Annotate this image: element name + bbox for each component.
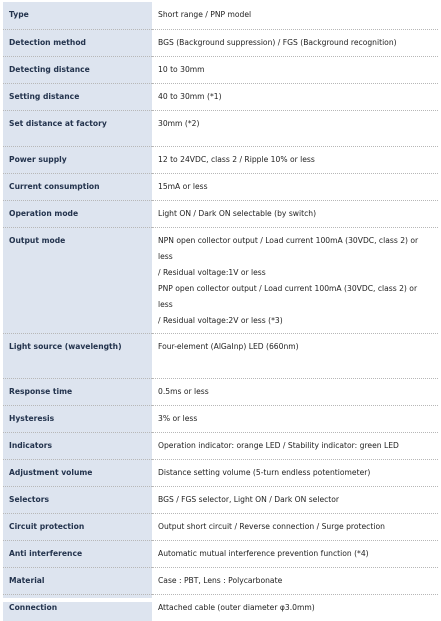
spec-value-line: Operation indicator: orange LED / Stability indicator: green LED (158, 440, 399, 450)
spec-value-line: Case : PBT, Lens : Polycarbonate (158, 575, 283, 585)
spec-value (152, 227, 438, 333)
spec-label: Detection method (3, 29, 152, 56)
spec-label: Anti interference (3, 540, 152, 567)
spec-label: Indicators (3, 432, 152, 459)
spec-value-line: Automatic mutual interference prevention function (*4) (158, 548, 369, 558)
spec-label: Setting distance (3, 83, 152, 110)
spec-label: Connection (3, 594, 152, 621)
spec-value (152, 567, 438, 594)
spec-value-line: 10 to 30mm (158, 64, 205, 74)
spec-value (152, 486, 438, 513)
spec-value-line: / Residual voltage:2V or less (*3) (158, 315, 283, 325)
spec-label: Set distance at factory (3, 110, 152, 146)
table-row (3, 200, 438, 227)
spec-value-line: 30mm (*2) (158, 118, 200, 128)
table-row (3, 227, 438, 333)
spec-value-line: Attached cable (outer diameter φ3.0mm) (158, 602, 315, 612)
spec-value (152, 29, 438, 56)
spec-value (152, 56, 438, 83)
table-row (3, 540, 438, 567)
table-row (3, 110, 438, 146)
spec-value-line: Light ON / Dark ON selectable (by switch) (158, 208, 317, 218)
table-row (3, 513, 438, 540)
spec-label: Type (3, 2, 152, 29)
spec-value-line: 0.5ms or less (158, 386, 209, 396)
table-row (3, 459, 438, 486)
spec-value-line: NPN open collector output / Load current 100mA (30VDC, class 2) or less (158, 235, 419, 261)
spec-value (152, 459, 438, 486)
table-row (3, 567, 438, 594)
spec-table-container (3, 2, 438, 621)
table-row (3, 29, 438, 56)
spec-value (152, 110, 438, 146)
spec-label: Material (3, 567, 152, 594)
spec-value (152, 173, 438, 200)
spec-label: Operation mode (3, 200, 152, 227)
spec-label: Detecting distance (3, 56, 152, 83)
spec-value-line: Output short circuit / Reverse connection / Surge protection (158, 521, 385, 531)
spec-table (3, 2, 438, 621)
spec-value-line: 3% or less (158, 413, 198, 423)
table-row (3, 56, 438, 83)
spec-value (152, 146, 438, 173)
spec-value-line: BGS / FGS selector, Light ON / Dark ON selector (158, 494, 340, 504)
table-row (3, 405, 438, 432)
spec-table-body (3, 2, 438, 621)
spec-label: Power supply (3, 146, 152, 173)
spec-value-line: BGS (Background suppression) / FGS (Background recognition) (158, 37, 397, 47)
table-row (3, 146, 438, 173)
table-row (3, 432, 438, 459)
spec-value-line: / Residual voltage:1V or less (158, 267, 266, 277)
spec-value-line: 40 to 30mm (*1) (158, 91, 222, 101)
spec-label: Circuit protection (3, 513, 152, 540)
table-row (3, 2, 438, 29)
spec-value (152, 200, 438, 227)
spec-label: Current consumption (3, 173, 152, 200)
table-row (3, 173, 438, 200)
spec-value (152, 405, 438, 432)
spec-label: Adjustment volume (3, 459, 152, 486)
spec-label: Hysteresis (3, 405, 152, 432)
spec-value-line: Distance setting volume (5-turn endless potentiometer) (158, 467, 371, 477)
spec-value (152, 540, 438, 567)
table-row (3, 83, 438, 110)
spec-value-line: Four-element (AlGaInp) LED (660nm) (158, 341, 299, 351)
spec-value-line: Short range / PNP model (158, 10, 252, 19)
spec-value-line: 15mA or less (158, 181, 208, 191)
spec-label: Selectors (3, 486, 152, 513)
spec-value (152, 432, 438, 459)
spec-value (152, 2, 438, 29)
table-row (3, 333, 438, 378)
spec-value (152, 378, 438, 405)
table-row (3, 486, 438, 513)
spec-value (152, 333, 438, 378)
spec-value (152, 513, 438, 540)
spec-value (152, 83, 438, 110)
spec-label: Response time (3, 378, 152, 405)
spec-label: Light source (wavelength) (3, 333, 152, 378)
spec-value-line: PNP open collector output / Load current 100mA (30VDC, class 2) or less (158, 283, 418, 309)
table-row (3, 378, 438, 405)
page-cutoff (0, 598, 441, 602)
spec-value-line: 12 to 24VDC, class 2 / Ripple 10% or less (158, 154, 315, 164)
spec-label: Output mode (3, 227, 152, 333)
